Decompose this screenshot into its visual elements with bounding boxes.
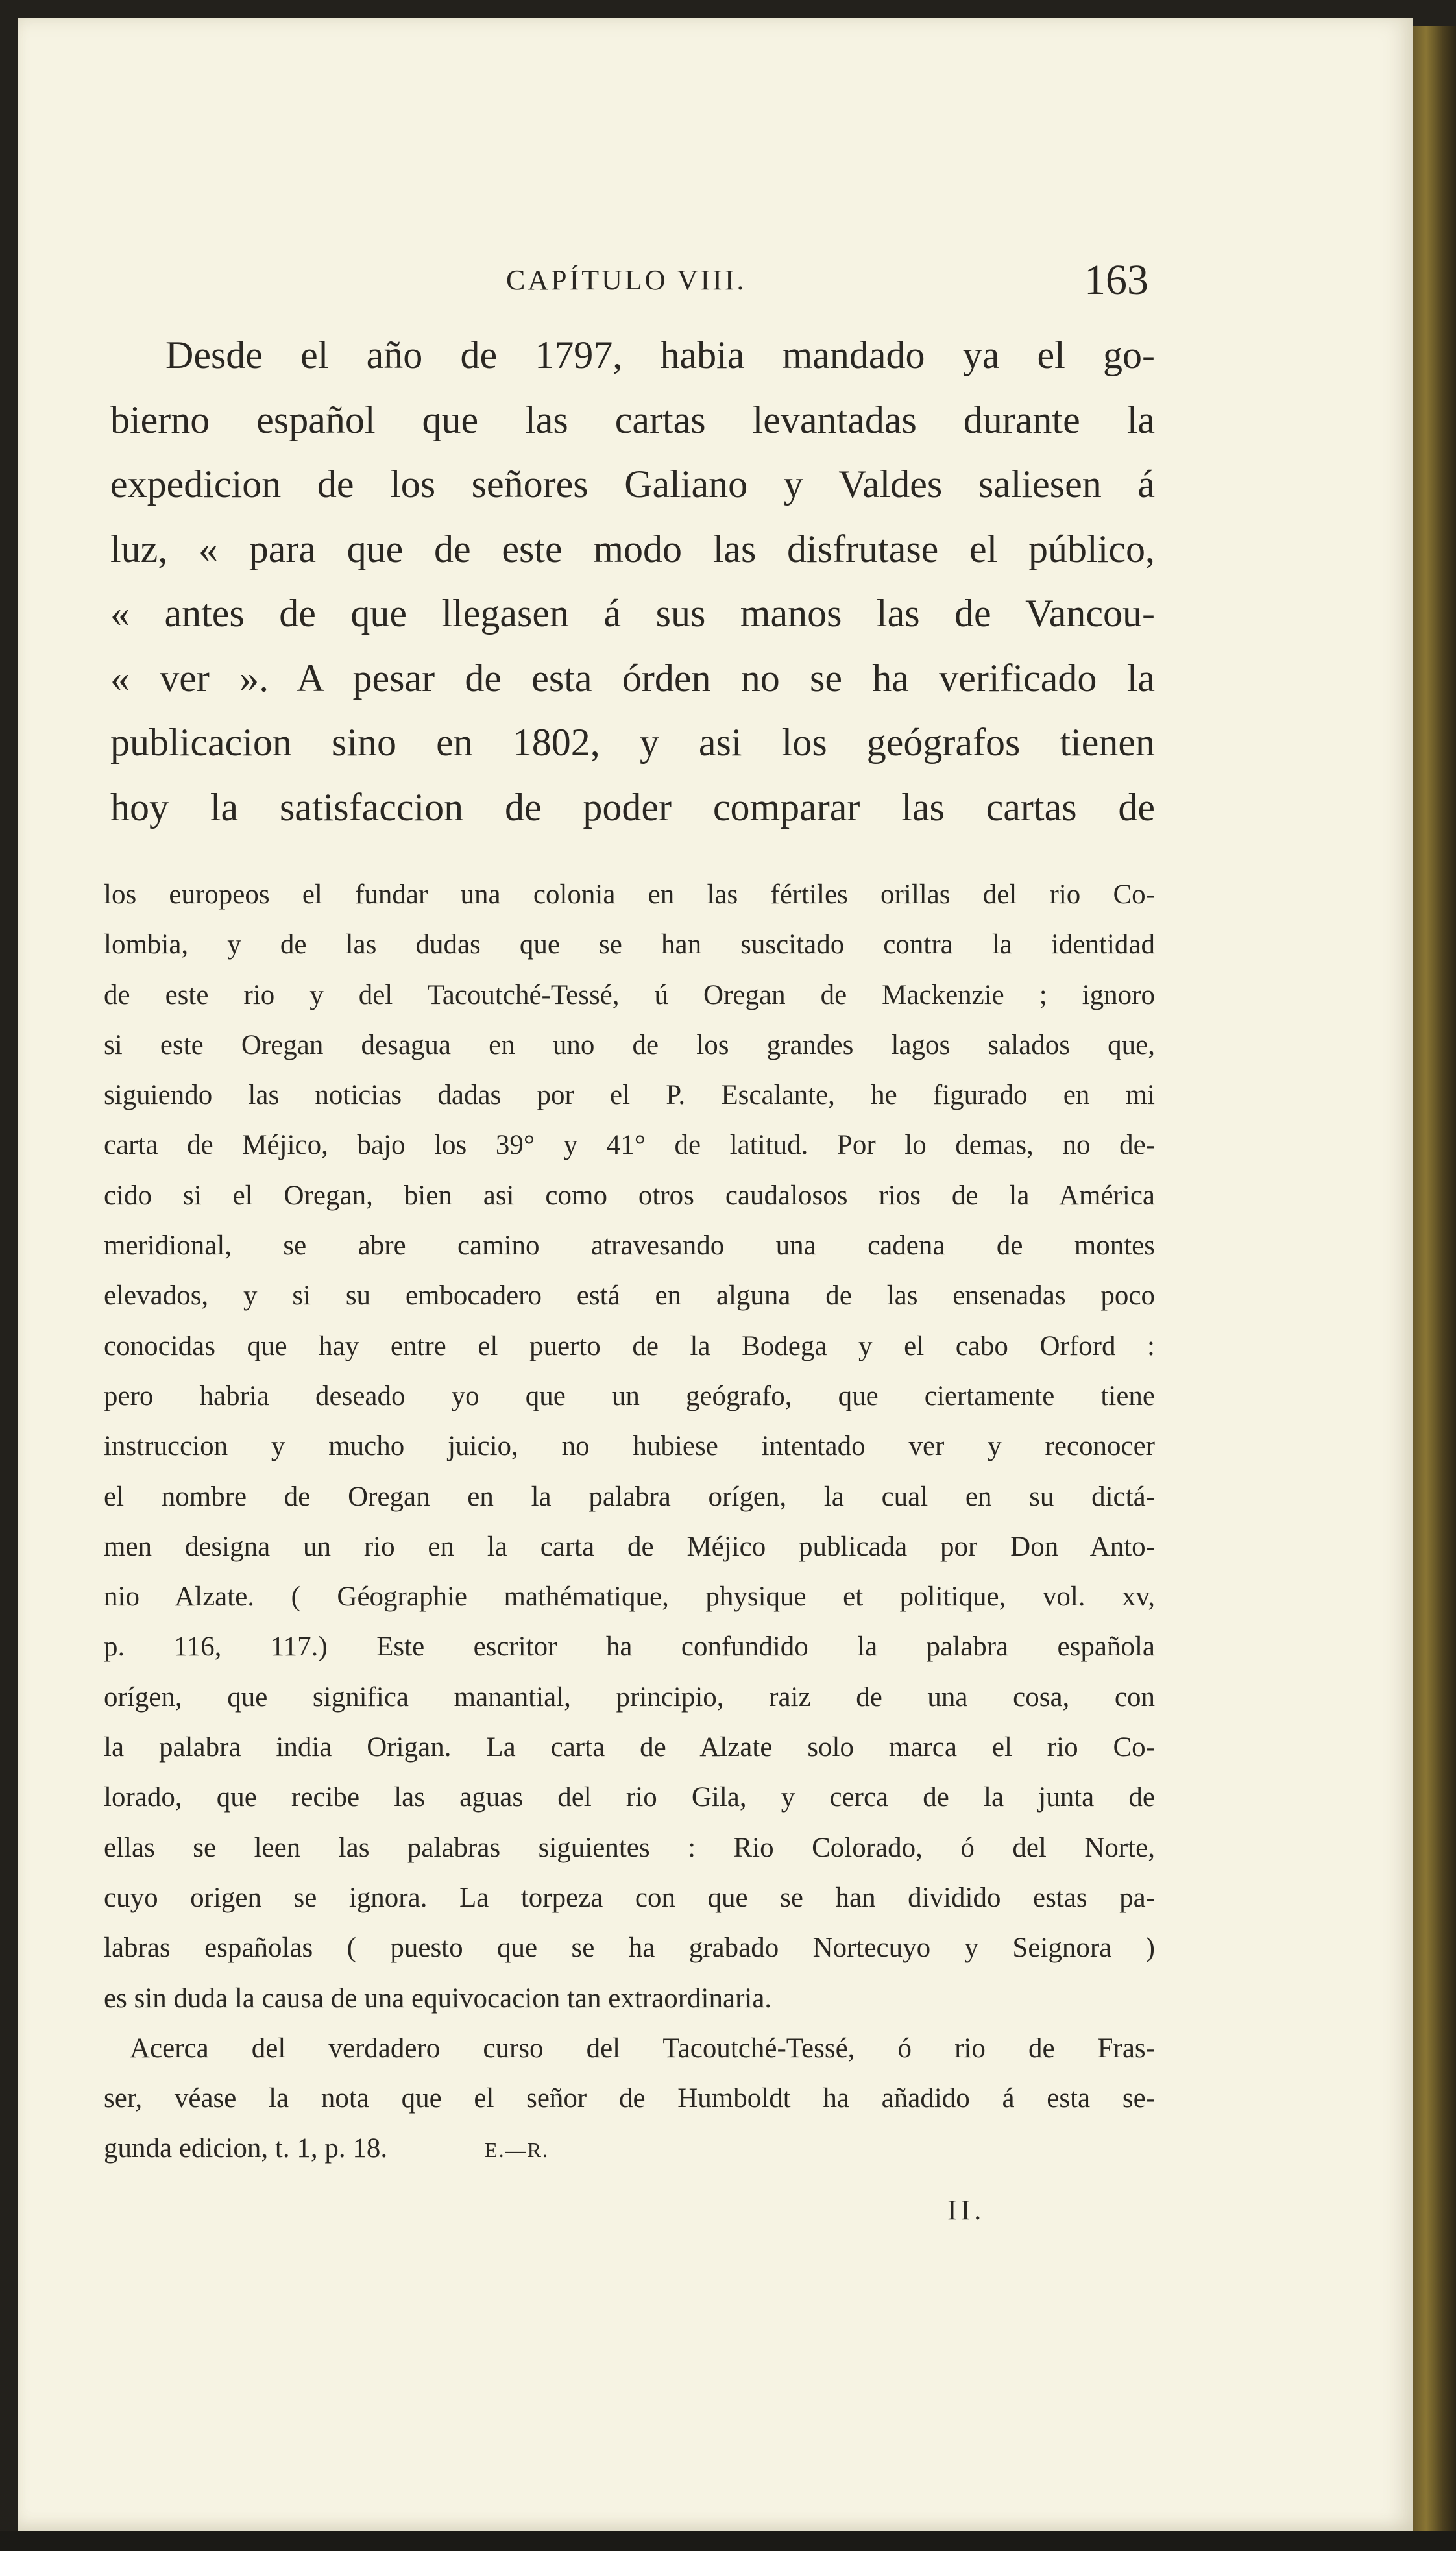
footnote-line: cuyo origen se ignora. La torpeza con que se han dividido estas pa- xyxy=(104,1882,1155,1913)
footnote-line: elevados, y si su embocadero está en alguna de las ensenadas poco xyxy=(104,1280,1155,1312)
footnote-line: nio Alzate. ( Géographie mathématique, physique et politique, vol. xv, xyxy=(104,1581,1155,1613)
footnote-line: men designa un rio en la carta de Méjico publicada por Don Anto- xyxy=(104,1531,1155,1562)
footnote-line: la palabra india Origan. La carta de Alzate solo marca el rio Co- xyxy=(104,1732,1155,1763)
main-text-line: bierno español que las cartas levantadas durante la xyxy=(110,398,1155,441)
footnote-line: el nombre de Oregan en la palabra orígen, la cual en su dictá- xyxy=(104,1481,1155,1512)
footnote-line: carta de Méjico, bajo los 39° y 41° de latitud. Por lo demas, no de- xyxy=(104,1130,1155,1161)
footnote-line: conocidas que hay entre el puerto de la Bodega y el cabo Orford : xyxy=(104,1330,1155,1361)
footnote-line: ser, véase la nota que el señor de Humboldt ha añadido á esta se- xyxy=(104,2083,1155,2114)
footnote-line: es sin duda la causa de una equivocacion tan extraordinaria. xyxy=(104,1983,772,2014)
footnote-line: orígen, que significa manantial, principio, raiz de una cosa, con xyxy=(104,1681,1155,1713)
main-text-line: luz, « para que de este modo las disfrutase el público, xyxy=(110,527,1155,570)
main-text-line: « ver ». A pesar de esta órden no se ha verificado la xyxy=(110,656,1155,700)
footnote xyxy=(104,870,1155,2176)
footnote-line: instruccion y mucho juicio, no hubiese intentado ver y reconocer xyxy=(104,1431,1155,1462)
footnote-line: p. 116, 117.) Este escritor ha confundido la palabra española xyxy=(104,1631,1155,1663)
scan-bottom-border xyxy=(0,2531,1456,2551)
footnote-line: ellas se leen las palabras siguientes : Rio Colorado, ó del Norte, xyxy=(104,1832,1155,1863)
main-text-line: « antes de que llegasen á sus manos las de Vancou- xyxy=(110,592,1155,635)
footnote-line-text: gunda edicion, t. 1, p. 18. xyxy=(104,2133,388,2164)
running-header xyxy=(97,256,1161,305)
footnote-last-line xyxy=(104,2123,1155,2175)
footnote-line: si este Oregan desagua en uno de los grandes lagos salados que, xyxy=(104,1029,1155,1060)
footnote-line: de este rio y del Tacoutché-Tessé, ú Oregan de Mackenzie ; ignoro xyxy=(104,979,1155,1010)
footnote-line: labras españolas ( puesto que se ha grabado Nortecuyo y Seignora ) xyxy=(104,1933,1155,1964)
footnote-line: pero habria deseado yo que un geógrafo, que ciertamente tiene xyxy=(104,1380,1155,1411)
page-number: 163 xyxy=(1084,256,1148,304)
footnote-line: lombia, y de las dudas que se han suscitado contra la identidad xyxy=(104,929,1155,960)
footnote-line: los europeos el fundar una colonia en las fértiles orillas del rio Co- xyxy=(104,879,1155,910)
footnote-line: siguiendo las noticias dadas por el P. Escalante, he figurado en mi xyxy=(104,1080,1155,1111)
main-text-line: expedicion de los señores Galiano y Valdes saliesen á xyxy=(110,463,1155,506)
main-text xyxy=(110,323,1155,840)
footnote-line: Acerca del verdadero curso del Tacoutché-Tessé, ó rio de Fras- xyxy=(130,2032,1155,2064)
signature-mark: II. xyxy=(947,2194,986,2226)
main-text-line: Desde el año de 1797, habia mandado ya el go- xyxy=(165,334,1155,376)
main-text-line: hoy la satisfaccion de poder comparar las cartas de xyxy=(110,785,1155,829)
main-text-line: publicacion sino en 1802, y asi los geógrafos tienen xyxy=(110,721,1155,764)
chapter-heading: CAPÍTULO VIII. xyxy=(506,264,747,296)
footnote-line: lorado, que recibe las aguas del rio Gila, y cerca de la junta de xyxy=(104,1782,1155,1813)
footnote-line: meridional, se abre camino atravesando una cadena de montes xyxy=(104,1230,1155,1262)
book-edge xyxy=(1413,26,1456,2531)
footnote-initials: E.—R. xyxy=(485,2138,549,2162)
footnote-line: cido si el Oregan, bien asi como otros caudalosos rios de la América xyxy=(104,1180,1155,1211)
